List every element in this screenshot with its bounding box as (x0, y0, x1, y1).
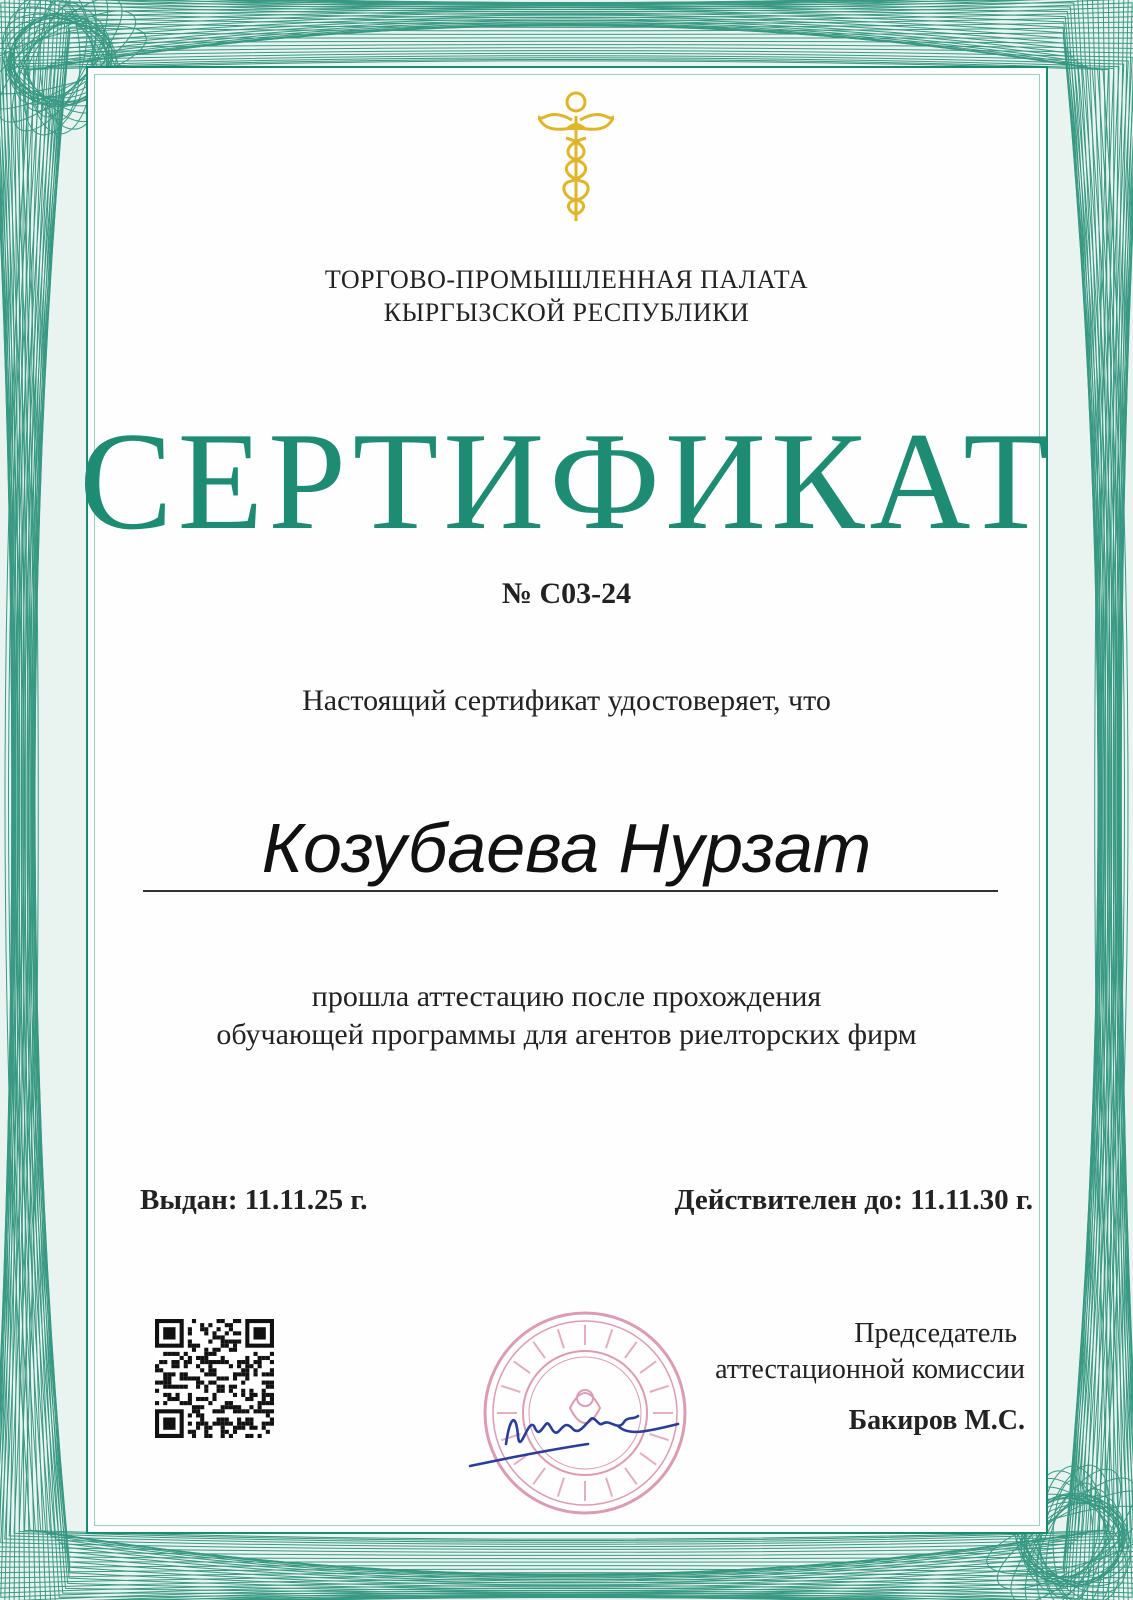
handwritten-signature (468, 1396, 698, 1476)
caduceus-emblem-icon (538, 86, 614, 226)
certificate-title: СЕРТИФИКАТ (79, 404, 1054, 559)
name-underline (143, 890, 998, 892)
organization-line-1: ТОРГОВО-ПРОМЫШЛЕННАЯ ПАЛАТА (324, 265, 809, 294)
organization-line-2: КЫРГЫЗСКОЙ РЕСПУБЛИКИ (383, 298, 750, 327)
recipient-name: Козубаева Нурзат (261, 809, 872, 887)
signatory-title-line-1: Председатель (854, 1318, 1017, 1349)
certificate-number: № С03-24 (501, 577, 632, 610)
signatory-title-line-2: аттестационной комиссии (715, 1354, 1025, 1385)
qr-code-icon (155, 1319, 274, 1438)
valid-until-date: Действителен до: 11.11.30 г. (674, 1184, 1033, 1216)
intro-text: Настоящий сертификат удостоверяет, что (302, 684, 831, 717)
signatory-name: Бакиров М.С. (848, 1405, 1025, 1436)
issued-date: Выдан: 11.11.25 г. (140, 1184, 368, 1216)
description-line-1: прошла аттестацию после прохождения (311, 980, 822, 1013)
description-line-2: обучающей программы для агентов риелторских фирм (216, 1018, 917, 1051)
